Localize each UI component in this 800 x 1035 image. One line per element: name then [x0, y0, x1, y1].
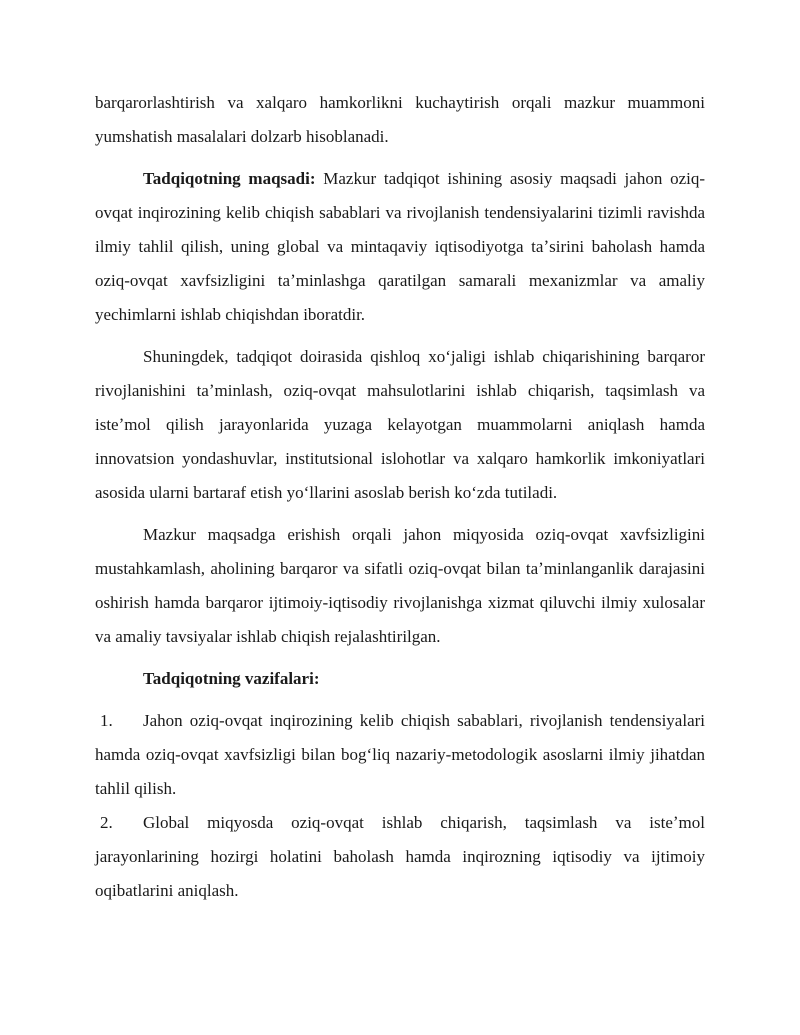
paragraph-continuation: barqarorlashtirish va xalqaro hamkorlikni kuchaytirish orqali mazkur muammoni yumshatish masalalari dolzarb hisoblanadi.	[95, 93, 705, 146]
task-number: 1.	[100, 711, 113, 730]
task-number: 2.	[100, 813, 113, 832]
paragraph-additionally: Shuningdek, tadqiqot doirasida qishloq xoʻjaligi ishlab chiqarishining barqaror rivojlanishini taʼminlash, oziq-ovqat mahsulotlarini ishlab chiqarish, taqsimlash va isteʼmol qilish jarayonlarida yuzaga kelayotgan muammolarni aniqlash hamda innovatsion yondashuvlar, institutsional islohotlar va xalqaro hamkorlik imkoniyatlari asosida ularni bartaraf etish yoʻllarini asoslab berish koʻzda tutiladi.	[95, 347, 705, 502]
task-text: Global miqyosda oziq-ovqat ishlab chiqarish, taqsimlash va isteʼmol jarayonlarining hozirgi holatini baholash hamda inqirozning iqtisodiy va ijtimoiy oqibatlarini aniqlash.	[95, 813, 705, 900]
tasks-heading: Tadqiqotning vazifalari:	[143, 669, 320, 688]
paragraph-achievement: Mazkur maqsadga erishish orqali jahon miqyosida oziq-ovqat xavfsizligini mustahkamlash, aholining barqaror va sifatli oziq-ovqat bilan taʼminlanganlik darajasini oshirish hamda barqaror ijtimoiy-iqtisodiy rivojlanishga xizmat qiluvchi ilmiy xulosalar va amaliy tavsiyalar ishlab chiqish rejalashtirilgan.	[95, 525, 705, 646]
task-item	[95, 704, 705, 806]
task-text: Jahon oziq-ovqat inqirozining kelib chiqish sabablari, rivojlanish tendensiyalari hamda oziq-ovqat xavfsizligi bilan bogʻliq nazariy-metodologik asoslarni ilmiy jihatdan tahlil qilish.	[95, 711, 705, 798]
research-goal-text: Mazkur tadqiqot ishining asosiy maqsadi jahon oziq-ovqat inqirozining kelib chiqish sabablari va rivojlanish tendensiyalarini tizimli ravishda ilmiy tahlil qilish, uning global va mintaqaviy iqtisodiyotga taʼsirini baholash hamda oziq-ovqat xavfsizligini taʼminlashga qaratilgan samarali mexanizmlar va amaliy yechimlarni ishlab chiqishdan iboratdir.	[95, 169, 706, 324]
paragraph-research-goal	[95, 162, 705, 332]
task-item	[95, 806, 705, 908]
research-goal-label: Tadqiqotning maqsadi:	[143, 169, 316, 188]
